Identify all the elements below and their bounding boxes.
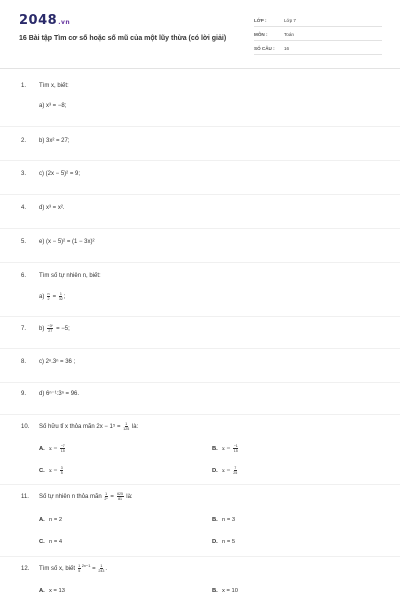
question-text: c) (2x − 5)² = 9; xyxy=(39,171,81,177)
answer-option-a[interactable] xyxy=(39,444,66,453)
question-text: Tìm số x, biết xyxy=(39,566,77,573)
answer-option-d[interactable] xyxy=(212,538,235,546)
option-label: D. xyxy=(212,468,218,475)
denominator: 25 xyxy=(233,471,238,475)
question-8 xyxy=(21,358,75,366)
answer-option-d[interactable] xyxy=(212,466,238,475)
divider xyxy=(0,194,400,195)
logo-text: 2048 xyxy=(19,13,58,28)
meta-key: MÔN : xyxy=(254,32,268,37)
option-label: A. xyxy=(39,517,45,523)
fraction xyxy=(78,564,81,573)
question-4 xyxy=(21,204,65,212)
denominator: 27 xyxy=(48,329,53,333)
question-tail: là: xyxy=(124,494,133,501)
denominator: 2ⁿ xyxy=(104,497,108,501)
question-number: 8. xyxy=(21,359,27,365)
numerator: n xyxy=(47,292,50,296)
divider xyxy=(0,556,400,557)
numerator: 1 xyxy=(125,422,128,426)
divider xyxy=(0,126,400,127)
divider xyxy=(0,484,400,485)
answer-option-a[interactable] xyxy=(39,516,62,524)
question-number: 1. xyxy=(21,83,27,89)
fraction xyxy=(98,564,104,573)
question-number: 9. xyxy=(21,391,27,397)
question-text: d) 6ⁿ⁻¹:3ⁿ = 96. xyxy=(39,391,80,397)
divider xyxy=(0,414,400,415)
question-number: 11. xyxy=(21,494,29,501)
fraction xyxy=(47,324,53,333)
document-header xyxy=(0,0,400,69)
numerator: −1 xyxy=(233,444,238,448)
answer-option-b[interactable] xyxy=(212,587,238,595)
question-text: b) xyxy=(39,326,47,333)
question-number: 5. xyxy=(21,239,27,245)
meta-row-class xyxy=(254,14,382,27)
equation-tail: ; xyxy=(63,294,66,301)
option-label: B. xyxy=(212,446,218,453)
question-text: Số hữu tỉ x thỏa mãn 2x − 1⁵ = xyxy=(39,424,123,431)
question-7 xyxy=(21,324,70,333)
divider xyxy=(0,382,400,383)
meta-key: SỐ CÂU : xyxy=(254,46,275,51)
numerator: −7 xyxy=(60,444,65,448)
divider xyxy=(0,160,400,161)
question-number: 3. xyxy=(21,171,27,177)
question-text: Tìm x, biết: xyxy=(39,83,69,89)
question-10 xyxy=(21,422,138,431)
meta-value: Toán xyxy=(284,32,294,37)
fraction xyxy=(233,444,238,453)
numerator: 3 xyxy=(60,466,63,470)
numerator: 625 xyxy=(117,492,124,496)
answer-option-b[interactable] xyxy=(212,444,239,453)
answer-option-b[interactable] xyxy=(212,516,235,524)
fraction xyxy=(47,292,50,301)
document-title: 16 Bài tập Tìm cơ số hoặc số mũ của một lũy thừa (có lời giải) xyxy=(19,35,227,42)
option-text: x = xyxy=(222,468,233,475)
answer-option-c[interactable] xyxy=(39,466,64,475)
meta-row-subject xyxy=(254,28,382,41)
question-text: c) 2ⁿ.3ⁿ = 36 ; xyxy=(39,359,76,365)
question-9 xyxy=(21,390,79,398)
numerator: −3ⁿ xyxy=(47,324,53,328)
option-label: B. xyxy=(212,588,218,594)
option-label: A. xyxy=(39,446,45,453)
question-text: Số tự nhiên n thỏa mãn xyxy=(39,494,104,501)
fraction xyxy=(117,492,124,501)
denominator: 81 xyxy=(118,497,123,501)
question-number: 2. xyxy=(21,138,27,144)
question-6 xyxy=(21,272,101,280)
question-number: 7. xyxy=(21,326,27,333)
question-2 xyxy=(21,137,70,145)
option-text: n = 2 xyxy=(49,517,63,523)
numerator: 1 xyxy=(59,292,62,296)
option-text: x = 10 xyxy=(222,588,238,594)
question-text: d) x³ = x². xyxy=(39,205,65,211)
option-text: x = 13 xyxy=(49,588,65,594)
question-text: e) (x − 5)² = (1 − 3x)² xyxy=(39,239,95,245)
option-text: n = 3 xyxy=(222,517,236,523)
denominator: 5 xyxy=(60,471,63,475)
question-number: 10. xyxy=(21,424,30,431)
fraction xyxy=(59,292,63,301)
meta-key: LỚP : xyxy=(254,18,267,23)
question-text: Tìm số tự nhiên n, biết: xyxy=(39,273,101,279)
question-tail: là: xyxy=(130,424,139,431)
logo-suffix: .vn xyxy=(58,19,71,26)
numerator: 1 xyxy=(78,564,81,568)
numerator: 7 xyxy=(234,466,237,470)
denominator: 15 xyxy=(60,449,65,453)
question-11: 11. Số tự nhiên n thỏa mãn $\frac{1}{\text{2ⁿ}}$ = $\frac{625}{81}$ là: xyxy=(21,492,133,501)
divider xyxy=(0,316,400,317)
question-number: 4. xyxy=(21,205,27,211)
divider xyxy=(0,348,400,349)
divider xyxy=(0,262,400,263)
option-label: B. xyxy=(212,517,218,523)
part-label: a) xyxy=(39,294,47,301)
equation-tail: = −5; xyxy=(54,326,70,333)
option-text: x = xyxy=(222,446,233,453)
divider xyxy=(0,228,400,229)
question-text: b) 3x² = 27; xyxy=(39,138,70,144)
answer-option-c[interactable] xyxy=(39,538,62,546)
option-label: C. xyxy=(39,468,45,475)
site-logo[interactable] xyxy=(19,13,70,28)
option-label: A. xyxy=(39,588,45,594)
question-number: 6. xyxy=(21,273,27,279)
option-text: n = 4 xyxy=(49,539,63,545)
fraction xyxy=(104,492,107,501)
question-1 xyxy=(21,82,69,90)
denominator: 2 xyxy=(47,297,50,301)
meta-row-count xyxy=(254,42,382,55)
question-1-part-a: a) x³ = −8; xyxy=(39,103,67,109)
meta-value: Lớp 7 xyxy=(284,18,296,23)
numerator: 1 xyxy=(105,492,108,496)
numerator: 1 xyxy=(100,564,103,568)
denominator: 5 xyxy=(78,569,81,573)
fraction xyxy=(233,466,237,475)
option-text: n = 5 xyxy=(222,539,236,545)
option-text: x = xyxy=(49,446,60,453)
fraction xyxy=(60,444,65,453)
option-label: D. xyxy=(212,539,218,545)
question-3 xyxy=(21,170,80,178)
question-6-part-a: a) $\frac{n}{2}$ = $\frac{1}{32}$ ; xyxy=(39,292,66,301)
question-5 xyxy=(21,238,95,246)
question-12: 12. Tìm số x, biết $\frac{1}{5}$ $^{2x-1}$ = $\frac{1}{243}$ . xyxy=(21,563,107,573)
fraction xyxy=(60,466,63,475)
denominator: 32 xyxy=(58,297,63,301)
answer-option-a[interactable] xyxy=(39,587,65,595)
meta-value: 16 xyxy=(284,46,290,51)
question-number: 12. xyxy=(21,566,30,573)
option-label: C. xyxy=(39,539,45,545)
fraction xyxy=(123,422,129,431)
question-tail: . xyxy=(105,566,107,573)
denominator: 125 xyxy=(123,427,130,431)
denominator: 15 xyxy=(233,449,238,453)
denominator: 243 xyxy=(98,569,105,573)
option-text: x = xyxy=(49,468,60,475)
